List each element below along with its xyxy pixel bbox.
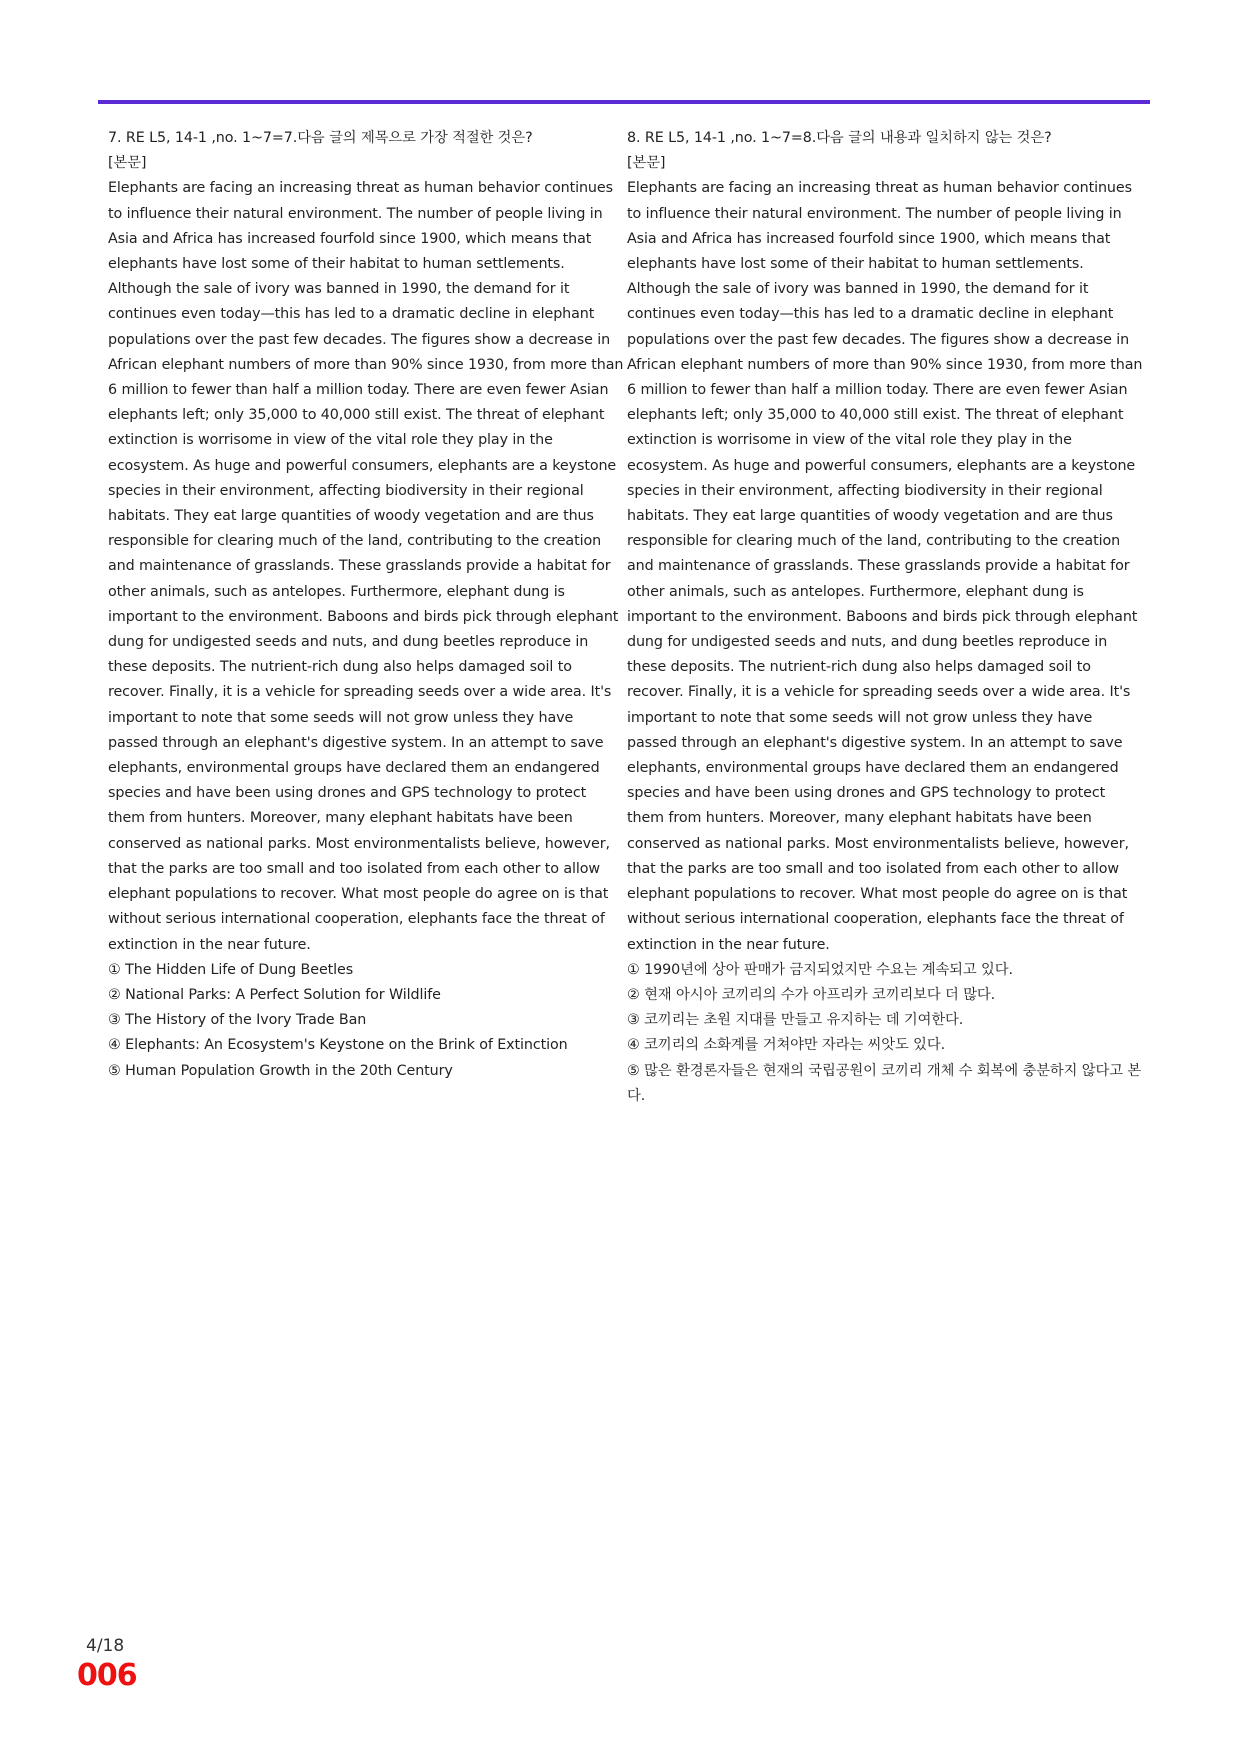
question-7-option-4[interactable]: ④ Elephants: An Ecosystem's Keystone on the Brink of Extinction (108, 1037, 568, 1054)
question-7-option-2[interactable]: ② National Parks: A Perfect Solution for Wildlife (108, 986, 441, 1003)
question-7-option-5[interactable]: ⑤ Human Population Growth in the 20th Century (108, 1062, 453, 1079)
question-8-options (627, 958, 1143, 1109)
page-number: 4/18 (86, 1636, 125, 1656)
question-8-option-3[interactable]: ③ 코끼리는 초원 지대를 만들고 유지하는 데 기여한다. (627, 1012, 964, 1029)
question-8-option-5[interactable]: ⑤ 많은 환경론자들은 현재의 국립공원이 코끼리 개체 수 회복에 충분하지 않다고 본다. (627, 1062, 1142, 1104)
question-7-passage: Elephants are facing an increasing threat as human behavior continues to influence their natural environment. The number of people living in Asia and Africa has increased fourfold since 1900, which means that elephants have lost some of their habitat to human settlements. Although the sale of ivory was banned in 1990, the demand for it continues even today—this has led to a dramatic decline in elephant populations over the past few decades. The figures show a decrease in African elephant numbers of more than 90% since 1930, from more than 6 million to fewer than half a million today. There are even fewer Asian elephants left; only 35,000 to 40,000 still exist. The threat of elephant extinction is worrisome in view of the vital role they play in the ecosystem. As huge and powerful consumers, elephants are a keystone species in their environment, affecting biodiversity in their regional habitats. They eat large quantities of woody vegetation and are thus responsible for clearing much of the land, contributing to the creation and maintenance of grasslands. These grasslands provide a habitat for other animals, such as antelopes. Furthermore, elephant dung is important to the environment. Baboons and birds pick through elephant dung for undigested seeds and nuts, and dung beetles reproduce in these deposits. The nutrient-rich dung also helps damaged soil to recover. Finally, it is a vehicle for spreading seeds over a wide area. It's important to note that some seeds will not grow unless they have passed through an elephant's digestive system. In an attempt to save elephants, environmental groups have declared them an endangered species and have been using drones and GPS technology to protect them from hunters. Moreover, many elephant habitats have been conserved as national parks. Most environmentalists believe, however, that the parks are too small and too isolated from each other to allow elephant populations to recover. What most people do agree on is that without serious international cooperation, elephants face the threat of extinction in the near future. (108, 180, 624, 953)
question-7-block (108, 126, 624, 1084)
top-divider (98, 100, 1150, 104)
question-8-option-1[interactable]: ① 1990년에 상아 판매가 금지되었지만 수요는 계속되고 있다. (627, 961, 1013, 978)
question-8-option-2[interactable]: ② 현재 아시아 코끼리의 수가 아프리카 코끼리보다 더 많다. (627, 986, 996, 1003)
question-8-option-4[interactable]: ④ 코끼리의 소화계를 거쳐야만 자라는 씨앗도 있다. (627, 1037, 946, 1054)
question-7-option-1[interactable]: ① The Hidden Life of Dung Beetles (108, 961, 354, 978)
question-8-title: 8. RE L5, 14-1 ,no. 1~7=8.다음 글의 내용과 일치하지 않는 것은? (627, 130, 1052, 146)
brand-logo: 006 (77, 1658, 137, 1693)
question-7-options (108, 958, 624, 1084)
question-8-section-label: [본문] (627, 155, 666, 172)
question-7-option-3[interactable]: ③ The History of the Ivory Trade Ban (108, 1012, 367, 1029)
question-7-title: 7. RE L5, 14-1 ,no. 1~7=7.다음 글의 제목으로 가장 적절한 것은? (108, 130, 533, 146)
question-8-passage: Elephants are facing an increasing threat as human behavior continues to influence their natural environment. The number of people living in Asia and Africa has increased fourfold since 1900, which means that elephants have lost some of their habitat to human settlements. Although the sale of ivory was banned in 1990, the demand for it continues even today—this has led to a dramatic decline in elephant populations over the past few decades. The figures show a decrease in African elephant numbers of more than 90% since 1930, from more than 6 million to fewer than half a million today. There are even fewer Asian elephants left; only 35,000 to 40,000 still exist. The threat of elephant extinction is worrisome in view of the vital role they play in the ecosystem. As huge and powerful consumers, elephants are a keystone species in their environment, affecting biodiversity in their regional habitats. They eat large quantities of woody vegetation and are thus responsible for clearing much of the land, contributing to the creation and maintenance of grasslands. These grasslands provide a habitat for other animals, such as antelopes. Furthermore, elephant dung is important to the environment. Baboons and birds pick through elephant dung for undigested seeds and nuts, and dung beetles reproduce in these deposits. The nutrient-rich dung also helps damaged soil to recover. Finally, it is a vehicle for spreading seeds over a wide area. It's important to note that some seeds will not grow unless they have passed through an elephant's digestive system. In an attempt to save elephants, environmental groups have declared them an endangered species and have been using drones and GPS technology to protect them from hunters. Moreover, many elephant habitats have been conserved as national parks. Most environmentalists believe, however, that the parks are too small and too isolated from each other to allow elephant populations to recover. What most people do agree on is that without serious international cooperation, elephants face the threat of extinction in the near future. (627, 180, 1143, 953)
question-7-section-label: [본문] (108, 155, 147, 172)
question-8-block (627, 126, 1143, 1109)
